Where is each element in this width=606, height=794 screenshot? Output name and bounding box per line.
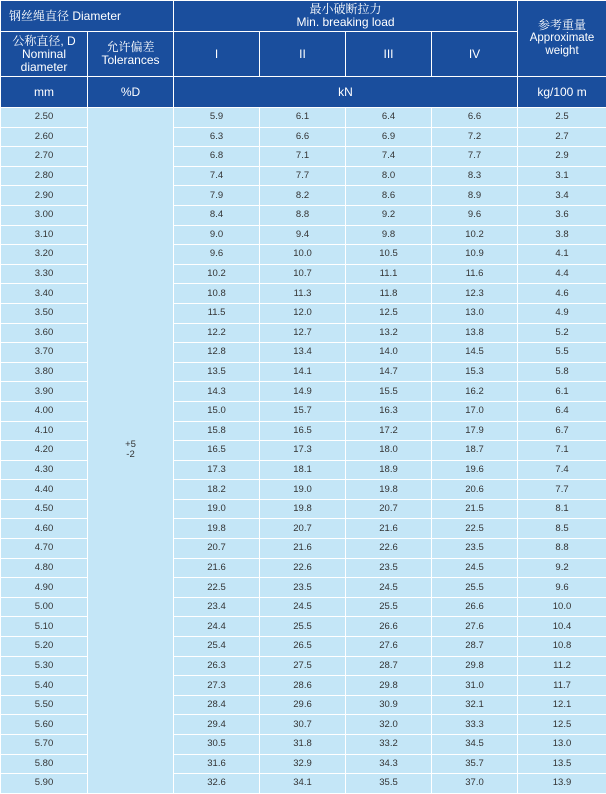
load-grade-4-cell: 24.5: [432, 558, 518, 578]
weight-cell: 5.8: [518, 362, 606, 382]
breaking-load-header: [174, 1, 518, 32]
load-grade-3-cell: 6.9: [346, 127, 432, 147]
load-grade-3-cell: 11.8: [346, 284, 432, 304]
load-grade-1-cell: 10.2: [174, 264, 260, 284]
load-grade-4-cell: 7.7: [432, 147, 518, 167]
load-grade-4-cell: 15.3: [432, 362, 518, 382]
weight-cell: 3.6: [518, 205, 606, 225]
load-grade-3-cell: 7.4: [346, 147, 432, 167]
load-grade-3-cell: 34.3: [346, 754, 432, 774]
load-grade-3-cell: 19.8: [346, 480, 432, 500]
weight-en: Approximate weight: [518, 32, 606, 58]
load-grade-3-cell: 10.5: [346, 245, 432, 265]
unit-mm: mm: [1, 77, 88, 108]
load-grade-4-cell: 13.0: [432, 303, 518, 323]
load-grade-4-cell: 8.9: [432, 186, 518, 206]
load-grade-3-cell: 21.6: [346, 519, 432, 539]
diameter-cell: 3.80: [1, 362, 88, 382]
load-grade-1-cell: 30.5: [174, 735, 260, 755]
load-grade-2-cell: 8.2: [260, 186, 346, 206]
diameter-cell: 2.60: [1, 127, 88, 147]
weight-cell: 10.0: [518, 597, 606, 617]
load-grade-2-cell: 16.5: [260, 421, 346, 441]
tolerance-en: Tolerances: [88, 54, 173, 67]
diameter-cell: 3.00: [1, 205, 88, 225]
weight-cell: 2.5: [518, 108, 606, 128]
load-grade-2-cell: 23.5: [260, 578, 346, 598]
load-grade-1-cell: 5.9: [174, 108, 260, 128]
load-grade-4-cell: 20.6: [432, 480, 518, 500]
unit-kn: kN: [174, 77, 518, 108]
tolerance-cell: [88, 108, 174, 794]
weight-cell: 7.7: [518, 480, 606, 500]
nominal-diameter-header: [1, 32, 88, 77]
load-grade-1-cell: 21.6: [174, 558, 260, 578]
weight-cell: 9.6: [518, 578, 606, 598]
load-grade-4-cell: 22.5: [432, 519, 518, 539]
diameter-cell: 5.30: [1, 656, 88, 676]
load-grade-3-cell: 26.6: [346, 617, 432, 637]
diameter-cell: 4.50: [1, 499, 88, 519]
load-grade-2-cell: 19.8: [260, 499, 346, 519]
load-grade-1-cell: 13.5: [174, 362, 260, 382]
weight-cell: 2.9: [518, 147, 606, 167]
load-grade-3-cell: 33.2: [346, 735, 432, 755]
diameter-cell: 4.00: [1, 401, 88, 421]
load-grade-4-cell: 8.3: [432, 166, 518, 186]
weight-header: [518, 1, 606, 77]
weight-cell: 6.7: [518, 421, 606, 441]
load-grade-2-cell: 17.3: [260, 441, 346, 461]
load-grade-2-cell: 22.6: [260, 558, 346, 578]
load-grade-4-cell: 25.5: [432, 578, 518, 598]
diameter-cell: 3.90: [1, 382, 88, 402]
load-grade-1-cell: 32.6: [174, 774, 260, 794]
load-grade-2-cell: 34.1: [260, 774, 346, 794]
nominal-en: Nominal diameter: [1, 48, 87, 74]
tolerance-cn: 允许偏差: [88, 41, 173, 54]
weight-cn: 参考重量: [518, 19, 606, 32]
diameter-cell: 3.30: [1, 264, 88, 284]
unit-tolerance: %D: [88, 77, 174, 108]
diameter-cell: 5.10: [1, 617, 88, 637]
weight-cell: 4.6: [518, 284, 606, 304]
table-row: [1, 108, 606, 128]
diameter-cell: 4.20: [1, 441, 88, 461]
load-grade-1-cell: 18.2: [174, 480, 260, 500]
load-grade-2-cell: 20.7: [260, 519, 346, 539]
load-grade-1-cell: 15.8: [174, 421, 260, 441]
weight-cell: 7.1: [518, 441, 606, 461]
load-grade-3-cell: 12.5: [346, 303, 432, 323]
load-grade-4-cell: 12.3: [432, 284, 518, 304]
load-grade-3-cell: 18.0: [346, 441, 432, 461]
diameter-cell: 3.40: [1, 284, 88, 304]
load-grade-2-cell: 14.1: [260, 362, 346, 382]
load-grade-1-cell: 12.8: [174, 343, 260, 363]
load-grade-1-cell: 12.2: [174, 323, 260, 343]
load-grade-1-cell: 6.3: [174, 127, 260, 147]
diameter-cell: 5.50: [1, 695, 88, 715]
load-grade-4-cell: 33.3: [432, 715, 518, 735]
weight-cell: 4.9: [518, 303, 606, 323]
load-grade-2-cell: 29.6: [260, 695, 346, 715]
weight-cell: 8.1: [518, 499, 606, 519]
load-grade-2-cell: 24.5: [260, 597, 346, 617]
diameter-cell: 2.90: [1, 186, 88, 206]
load-grade-3-cell: 6.4: [346, 108, 432, 128]
load-grade-1-cell: 11.5: [174, 303, 260, 323]
load-grade-3-cell: 14.7: [346, 362, 432, 382]
weight-cell: 5.2: [518, 323, 606, 343]
load-grade-2-cell: 10.0: [260, 245, 346, 265]
load-grade-2-cell: 21.6: [260, 539, 346, 559]
load-grade-1-cell: 19.8: [174, 519, 260, 539]
load-grade-3-cell: 20.7: [346, 499, 432, 519]
diameter-cell: 4.10: [1, 421, 88, 441]
load-grade-4-cell: 7.2: [432, 127, 518, 147]
diameter-cell: 5.70: [1, 735, 88, 755]
weight-cell: 6.1: [518, 382, 606, 402]
grade-header-3: III: [346, 32, 432, 77]
load-grade-4-cell: 26.6: [432, 597, 518, 617]
load-grade-4-cell: 34.5: [432, 735, 518, 755]
load-grade-1-cell: 25.4: [174, 637, 260, 657]
weight-cell: 9.2: [518, 558, 606, 578]
load-grade-4-cell: 28.7: [432, 637, 518, 657]
load-grade-4-cell: 37.0: [432, 774, 518, 794]
load-grade-2-cell: 30.7: [260, 715, 346, 735]
load-grade-4-cell: 17.9: [432, 421, 518, 441]
weight-cell: 13.0: [518, 735, 606, 755]
weight-cell: 4.1: [518, 245, 606, 265]
diameter-cell: 4.80: [1, 558, 88, 578]
load-grade-1-cell: 8.4: [174, 205, 260, 225]
weight-cell: 3.1: [518, 166, 606, 186]
load-grade-4-cell: 29.8: [432, 656, 518, 676]
tolerance-header: [88, 32, 174, 77]
load-grade-3-cell: 16.3: [346, 401, 432, 421]
load-grade-3-cell: 9.2: [346, 205, 432, 225]
tolerance-plus: +5: [88, 440, 173, 450]
load-grade-1-cell: 24.4: [174, 617, 260, 637]
load-grade-2-cell: 14.9: [260, 382, 346, 402]
load-grade-1-cell: 15.0: [174, 401, 260, 421]
diameter-cell: 4.60: [1, 519, 88, 539]
load-grade-4-cell: 16.2: [432, 382, 518, 402]
load-grade-2-cell: 18.1: [260, 460, 346, 480]
load-grade-1-cell: 28.4: [174, 695, 260, 715]
breaking-load-cn: 最小破断拉力: [174, 3, 517, 16]
load-grade-3-cell: 11.1: [346, 264, 432, 284]
diameter-cell: 5.80: [1, 754, 88, 774]
diameter-cell: 2.50: [1, 108, 88, 128]
load-grade-4-cell: 31.0: [432, 676, 518, 696]
weight-cell: 11.2: [518, 656, 606, 676]
diameter-cell: 3.20: [1, 245, 88, 265]
load-grade-4-cell: 23.5: [432, 539, 518, 559]
weight-cell: 12.1: [518, 695, 606, 715]
unit-weight: kg/100 m: [518, 77, 606, 108]
diameter-cell: 2.70: [1, 147, 88, 167]
diameter-cell: 3.50: [1, 303, 88, 323]
load-grade-2-cell: 13.4: [260, 343, 346, 363]
load-grade-4-cell: 18.7: [432, 441, 518, 461]
load-grade-2-cell: 6.6: [260, 127, 346, 147]
weight-cell: 5.5: [518, 343, 606, 363]
load-grade-3-cell: 18.9: [346, 460, 432, 480]
grade-header-2: II: [260, 32, 346, 77]
load-grade-2-cell: 8.8: [260, 205, 346, 225]
diameter-cell: 5.20: [1, 637, 88, 657]
load-grade-2-cell: 7.1: [260, 147, 346, 167]
tolerance-minus: -2: [88, 450, 173, 460]
load-grade-4-cell: 11.6: [432, 264, 518, 284]
load-grade-2-cell: 12.7: [260, 323, 346, 343]
load-grade-1-cell: 29.4: [174, 715, 260, 735]
load-grade-1-cell: 19.0: [174, 499, 260, 519]
load-grade-4-cell: 9.6: [432, 205, 518, 225]
weight-cell: 8.5: [518, 519, 606, 539]
weight-cell: 10.4: [518, 617, 606, 637]
diameter-cell: 4.70: [1, 539, 88, 559]
load-grade-4-cell: 27.6: [432, 617, 518, 637]
load-grade-2-cell: 11.3: [260, 284, 346, 304]
load-grade-4-cell: 17.0: [432, 401, 518, 421]
weight-cell: 12.5: [518, 715, 606, 735]
weight-cell: 7.4: [518, 460, 606, 480]
weight-cell: 13.9: [518, 774, 606, 794]
diameter-cell: 4.40: [1, 480, 88, 500]
load-grade-3-cell: 13.2: [346, 323, 432, 343]
load-grade-2-cell: 32.9: [260, 754, 346, 774]
diameter-cell: 5.40: [1, 676, 88, 696]
load-grade-4-cell: 21.5: [432, 499, 518, 519]
load-grade-2-cell: 12.0: [260, 303, 346, 323]
diameter-cell: 2.80: [1, 166, 88, 186]
load-grade-1-cell: 14.3: [174, 382, 260, 402]
table-body: [1, 108, 606, 794]
load-grade-2-cell: 31.8: [260, 735, 346, 755]
load-grade-1-cell: 7.4: [174, 166, 260, 186]
load-grade-4-cell: 10.9: [432, 245, 518, 265]
diameter-cell: 5.90: [1, 774, 88, 794]
load-grade-3-cell: 22.6: [346, 539, 432, 559]
load-grade-4-cell: 6.6: [432, 108, 518, 128]
weight-cell: 6.4: [518, 401, 606, 421]
diameter-cell: 5.60: [1, 715, 88, 735]
load-grade-1-cell: 9.6: [174, 245, 260, 265]
load-grade-3-cell: 8.6: [346, 186, 432, 206]
load-grade-3-cell: 35.5: [346, 774, 432, 794]
load-grade-2-cell: 6.1: [260, 108, 346, 128]
load-grade-1-cell: 20.7: [174, 539, 260, 559]
load-grade-3-cell: 29.8: [346, 676, 432, 696]
load-grade-4-cell: 13.8: [432, 323, 518, 343]
load-grade-3-cell: 17.2: [346, 421, 432, 441]
load-grade-2-cell: 25.5: [260, 617, 346, 637]
load-grade-4-cell: 10.2: [432, 225, 518, 245]
load-grade-4-cell: 14.5: [432, 343, 518, 363]
load-grade-2-cell: 26.5: [260, 637, 346, 657]
load-grade-1-cell: 6.8: [174, 147, 260, 167]
nominal-cn: 公称直径, D: [1, 35, 87, 48]
load-grade-4-cell: 19.6: [432, 460, 518, 480]
table-header: [1, 1, 606, 108]
load-grade-3-cell: 30.9: [346, 695, 432, 715]
load-grade-3-cell: 8.0: [346, 166, 432, 186]
load-grade-3-cell: 27.6: [346, 637, 432, 657]
load-grade-1-cell: 26.3: [174, 656, 260, 676]
load-grade-1-cell: 10.8: [174, 284, 260, 304]
load-grade-4-cell: 35.7: [432, 754, 518, 774]
load-grade-2-cell: 7.7: [260, 166, 346, 186]
load-grade-2-cell: 28.6: [260, 676, 346, 696]
diameter-cell: 4.90: [1, 578, 88, 598]
grade-header-4: IV: [432, 32, 518, 77]
diameter-cell: 4.30: [1, 460, 88, 480]
load-grade-4-cell: 32.1: [432, 695, 518, 715]
load-grade-3-cell: 23.5: [346, 558, 432, 578]
load-grade-3-cell: 14.0: [346, 343, 432, 363]
weight-cell: 10.8: [518, 637, 606, 657]
load-grade-1-cell: 31.6: [174, 754, 260, 774]
load-grade-1-cell: 22.5: [174, 578, 260, 598]
weight-cell: 8.8: [518, 539, 606, 559]
load-grade-3-cell: 15.5: [346, 382, 432, 402]
diameter-group-header: 钢丝绳直径 Diameter: [1, 1, 174, 32]
load-grade-1-cell: 27.3: [174, 676, 260, 696]
load-grade-3-cell: 25.5: [346, 597, 432, 617]
load-grade-2-cell: 15.7: [260, 401, 346, 421]
load-grade-2-cell: 10.7: [260, 264, 346, 284]
weight-cell: 13.5: [518, 754, 606, 774]
diameter-cell: 3.70: [1, 343, 88, 363]
weight-cell: 4.4: [518, 264, 606, 284]
load-grade-1-cell: 16.5: [174, 441, 260, 461]
grade-header-1: I: [174, 32, 260, 77]
load-grade-1-cell: 7.9: [174, 186, 260, 206]
breaking-load-en: Min. breaking load: [174, 16, 517, 29]
load-grade-2-cell: 27.5: [260, 656, 346, 676]
load-grade-1-cell: 17.3: [174, 460, 260, 480]
diameter-cell: 5.00: [1, 597, 88, 617]
load-grade-2-cell: 9.4: [260, 225, 346, 245]
weight-cell: 11.7: [518, 676, 606, 696]
load-grade-1-cell: 23.4: [174, 597, 260, 617]
weight-cell: 3.4: [518, 186, 606, 206]
load-grade-2-cell: 19.0: [260, 480, 346, 500]
load-grade-1-cell: 9.0: [174, 225, 260, 245]
load-grade-3-cell: 9.8: [346, 225, 432, 245]
weight-cell: 2.7: [518, 127, 606, 147]
load-grade-3-cell: 32.0: [346, 715, 432, 735]
load-grade-3-cell: 28.7: [346, 656, 432, 676]
weight-cell: 3.8: [518, 225, 606, 245]
diameter-cell: 3.60: [1, 323, 88, 343]
diameter-cell: 3.10: [1, 225, 88, 245]
load-grade-3-cell: 24.5: [346, 578, 432, 598]
